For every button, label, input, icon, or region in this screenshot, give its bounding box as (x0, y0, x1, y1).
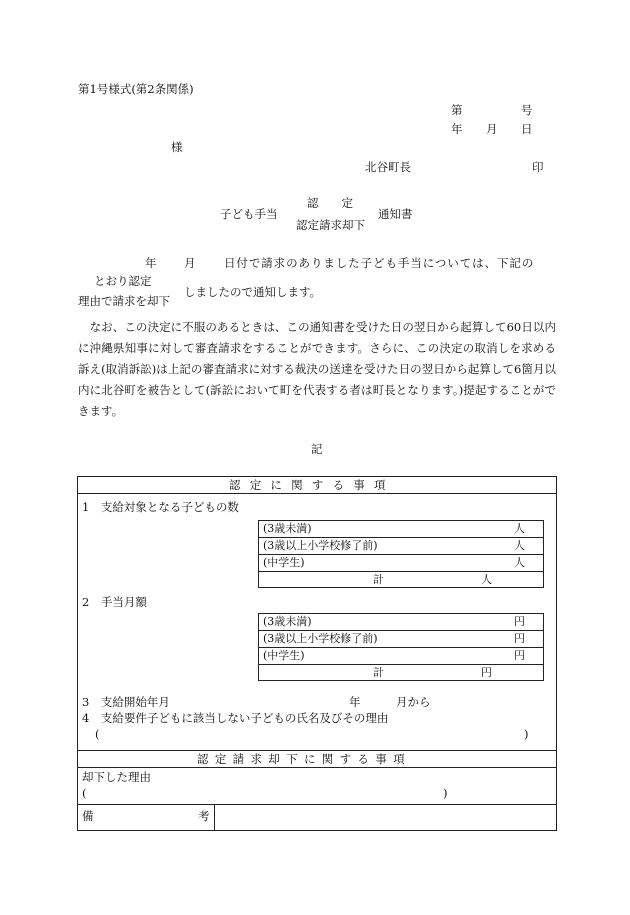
date-year: 年 (451, 122, 463, 136)
title-prefix: 子ども手当 (220, 207, 278, 221)
body-option-approve: とおり認定 (94, 274, 152, 288)
item4-close-paren: ) (524, 727, 529, 741)
title-suffix: 通知書 (378, 207, 413, 221)
amount-total-unit: 円 (481, 666, 492, 679)
title-option-reject: 認定請求却下 (296, 218, 365, 232)
amount-total-label: 計 (373, 666, 384, 679)
amount-under3-unit: 円 (514, 615, 525, 628)
amount-under3-label: (3歳未満) (263, 615, 312, 628)
rule (77, 493, 557, 494)
notice-paragraph: なお、この決定に不服のあるときは、この通知書を受けた日の翌日から起算して60日以内に沖縄県知事に対して審査請求をすることができます。さらに、この決定の取消しを求める訴え(取消訴訟)は上記の審査請求に対する裁決の送達を受けた日の翌日から起算して6箇月以内に北谷町を被告として(訴訟において町を代表する者は町長となります。)提起することができます。 (78, 320, 556, 418)
form-label: 第1号様式(第2条関係) (78, 82, 194, 96)
body-month: 月 (184, 256, 196, 270)
amount-preschool-unit: 円 (514, 632, 525, 645)
amount-junior-unit: 円 (514, 649, 525, 662)
children-preschool-label: (3歳以上小学校修了前) (263, 539, 378, 552)
issuer-name: 北谷町長 (365, 160, 411, 174)
body-year: 年 (145, 256, 157, 270)
reject-open-paren: ( (82, 786, 87, 800)
children-junior-label: (中学生) (263, 556, 305, 569)
body-option-reject: 理由で請求を却下 (78, 294, 170, 308)
date-day: 日 (521, 122, 533, 136)
amount-junior-label: (中学生) (263, 649, 305, 662)
body-line2: しましたので通知します。 (184, 285, 322, 299)
children-preschool-unit: 人 (514, 539, 525, 552)
rule (77, 804, 557, 805)
section2-title: 認定請求却下に関する事項 (197, 752, 411, 766)
addressee-suffix: 様 (171, 140, 183, 154)
section1-title: 認定に関する事項 (229, 478, 395, 492)
item3-label: 3 支給開始年月 (82, 695, 170, 709)
item3-year: 年 (349, 695, 361, 709)
amount-preschool-label: (3歳以上小学校修了前) (263, 632, 378, 645)
item4-label: 4 支給要件子どもに該当しない子どもの氏名及びその理由 (82, 711, 389, 725)
title-option-approve: 認 定 (307, 196, 353, 210)
remarks-label-1: 備 (82, 809, 94, 823)
rule (258, 554, 544, 555)
rule (258, 664, 544, 665)
item4-open-paren: ( (95, 727, 100, 741)
ki-mark: 記 (311, 442, 323, 456)
rule (258, 571, 544, 572)
rule (214, 804, 215, 831)
number-prefix: 第 (451, 103, 463, 117)
rule (77, 750, 557, 751)
remarks-label-2: 考 (198, 809, 210, 823)
rule (258, 647, 544, 648)
item3-month-from: 月から (396, 695, 431, 709)
rule (258, 630, 544, 631)
children-under3-label: (3歳未満) (263, 522, 312, 535)
reject-reason-label: 却下した理由 (82, 770, 151, 784)
children-total-unit: 人 (481, 573, 492, 586)
rule (258, 537, 544, 538)
rule (77, 767, 557, 768)
date-month: 月 (486, 122, 498, 136)
body-line1: 日付で請求のありました子ども手当については、下記の (224, 256, 535, 270)
children-under3-unit: 人 (514, 522, 525, 535)
children-total-label: 計 (373, 573, 384, 586)
number-suffix: 号 (521, 103, 533, 117)
children-junior-unit: 人 (514, 556, 525, 569)
item1-label: 1 支給対象となる子どもの数 (82, 500, 239, 514)
item2-label: 2 手当月額 (82, 595, 147, 609)
seal-mark: 印 (532, 160, 544, 174)
reject-close-paren: ) (443, 786, 448, 800)
